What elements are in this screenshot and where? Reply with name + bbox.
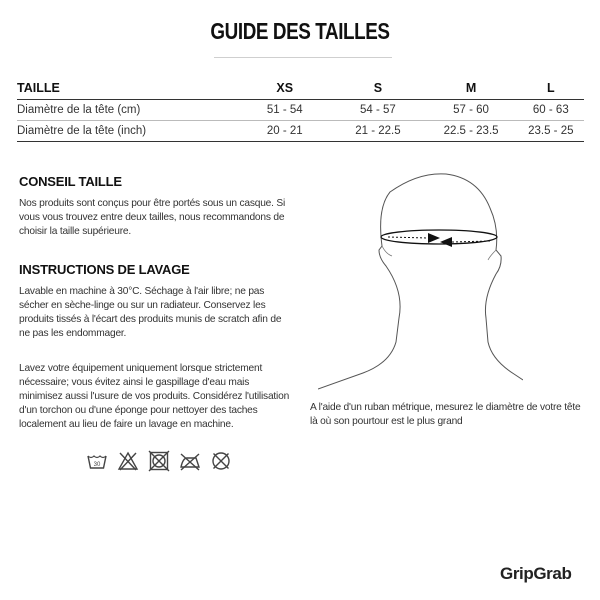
svg-text:30: 30 — [93, 462, 101, 468]
no-bleach-icon — [117, 450, 139, 472]
washing-heading: INSTRUCTIONS DE LAVAGE — [19, 262, 190, 277]
no-dry-clean-icon — [210, 450, 232, 472]
size-header-s: S — [331, 77, 424, 100]
head-measure-illustration — [318, 170, 523, 395]
page-title: GUIDE DES TAILLES — [210, 18, 390, 44]
cell-cm-l: 60 - 63 — [518, 100, 584, 121]
size-header-xs: XS — [238, 77, 331, 100]
size-table — [17, 77, 584, 142]
size-header-label: TAILLE — [17, 77, 238, 100]
measure-caption: A l'aide d'un ruban métrique, mesurez le diamètre de votre tête là où son pourtour est le plus grand — [310, 402, 581, 427]
washing-paragraph-1: Lavable en machine à 30°C. Séchage à l'air libre; ne pas sécher en sèche-linge ou sur un radiateur. Conservez les produits tissés à l'écart des produits munis de scratch afin de ne pas les endommager. — [19, 286, 282, 339]
table-row — [17, 100, 584, 121]
care-symbols — [86, 450, 232, 472]
head-outline-icon — [318, 174, 523, 389]
cell-cm-m: 57 - 60 — [424, 100, 517, 121]
table-row — [17, 121, 584, 142]
wash-30-icon — [86, 450, 108, 472]
cell-inch-s: 21 - 22.5 — [331, 121, 424, 142]
size-table-header — [17, 77, 584, 100]
size-header-l: L — [518, 77, 584, 100]
no-iron-icon — [179, 450, 201, 472]
brand-logo: GripGrab — [500, 564, 572, 583]
arrow-left-icon — [440, 237, 452, 247]
washing-paragraph-2: Lavez votre équipement uniquement lorsque strictement nécessaire; vous évitez ainsi le gaspillage d'eau mais minimisez aussi l'usure de vos produits. Considérez l'utilisation d'un torchon ou d'une éponge pour nettoyer des taches localement au lieu de faire un lavage en machine. — [19, 363, 290, 430]
size-advice-heading: CONSEIL TAILLE — [19, 174, 122, 189]
cell-inch-xs: 20 - 21 — [238, 121, 331, 142]
cell-cm-s: 54 - 57 — [331, 100, 424, 121]
size-advice-text: Nos produits sont conçus pour être portés sous un casque. Si vous vous trouvez entre deux tailles, nous recommandons de choisir la taille supérieure. — [19, 198, 286, 237]
row-label-cm: Diamètre de la tête (cm) — [17, 100, 238, 121]
row-label-inch: Diamètre de la tête (inch) — [17, 121, 238, 142]
no-tumble-dry-icon — [148, 450, 170, 472]
cell-cm-xs: 51 - 54 — [238, 100, 331, 121]
cell-inch-m: 22.5 - 23.5 — [424, 121, 517, 142]
title-divider — [214, 57, 392, 58]
size-header-m: M — [424, 77, 517, 100]
cell-inch-l: 23.5 - 25 — [518, 121, 584, 142]
arrow-right-icon — [428, 233, 440, 243]
